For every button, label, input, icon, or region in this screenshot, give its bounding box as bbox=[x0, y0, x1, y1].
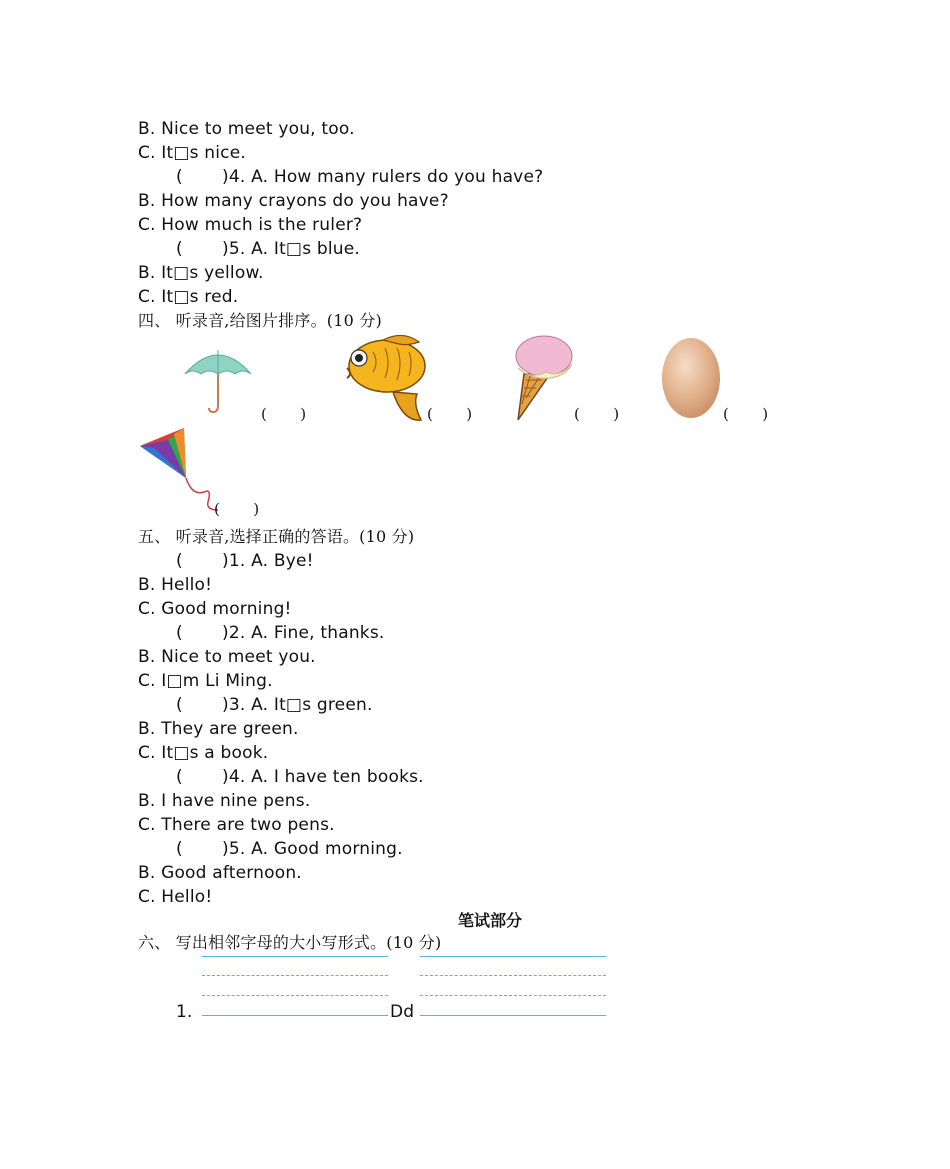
option-line: B. Hello! bbox=[138, 575, 213, 595]
item-number: 1. bbox=[176, 1002, 193, 1022]
kite-icon bbox=[138, 426, 220, 516]
option-line: B. It□s yellow. bbox=[138, 263, 264, 283]
option-line: B. Nice to meet you, too. bbox=[138, 119, 355, 139]
answer-blank[interactable]: ( ) bbox=[574, 405, 620, 423]
guide-mid-line bbox=[420, 975, 606, 976]
answer-blank[interactable]: ( ) bbox=[261, 405, 307, 423]
umbrella-icon bbox=[183, 344, 253, 418]
option-line: C. I□m Li Ming. bbox=[138, 671, 273, 691]
given-letters: Dd bbox=[390, 1002, 415, 1022]
guide-base-line bbox=[202, 995, 388, 996]
option-line: C. Hello! bbox=[138, 887, 213, 907]
option-line: B. I have nine pens. bbox=[138, 791, 311, 811]
option-line: B. Good afternoon. bbox=[138, 863, 302, 883]
question-line: ( )5. A. It□s blue. bbox=[176, 239, 361, 259]
option-line: C. How much is the ruler? bbox=[138, 215, 363, 235]
section-title: 五、 听录音,选择正确的答语。(10 分) bbox=[138, 527, 415, 546]
question-line: ( )4. A. I have ten books. bbox=[176, 767, 424, 787]
option-line: B. They are green. bbox=[138, 719, 299, 739]
section-title: 四、 听录音,给图片排序。(10 分) bbox=[138, 311, 382, 330]
written-part-title: 笔试部分 bbox=[458, 911, 523, 930]
question-line: ( )5. A. Good morning. bbox=[176, 839, 403, 859]
section-title: 六、 写出相邻字母的大小写形式。(10 分) bbox=[138, 933, 442, 952]
option-line: C. Good morning! bbox=[138, 599, 292, 619]
fish-icon bbox=[343, 332, 431, 428]
question-line: ( )3. A. It□s green. bbox=[176, 695, 373, 715]
option-line: C. It□s nice. bbox=[138, 143, 246, 163]
question-line: ( )2. A. Fine, thanks. bbox=[176, 623, 385, 643]
option-line: C. There are two pens. bbox=[138, 815, 335, 835]
ice-cream-icon bbox=[510, 334, 576, 426]
option-line: C. It□s a book. bbox=[138, 743, 269, 763]
option-line: B. How many crayons do you have? bbox=[138, 191, 449, 211]
question-line: ( )4. A. How many rulers do you have? bbox=[176, 167, 544, 187]
guide-top-line bbox=[202, 956, 388, 957]
guide-bottom-line bbox=[420, 1015, 606, 1016]
guide-bottom-line bbox=[202, 1015, 388, 1016]
egg-icon bbox=[660, 334, 722, 424]
question-line: ( )1. A. Bye! bbox=[176, 551, 314, 571]
guide-base-line bbox=[420, 995, 606, 996]
guide-mid-line bbox=[202, 975, 388, 976]
answer-blank[interactable]: ( ) bbox=[427, 405, 473, 423]
answer-blank[interactable]: ( ) bbox=[214, 500, 260, 518]
guide-top-line bbox=[420, 956, 606, 957]
answer-blank[interactable]: ( ) bbox=[723, 405, 769, 423]
option-line: C. It□s red. bbox=[138, 287, 239, 307]
option-line: B. Nice to meet you. bbox=[138, 647, 316, 667]
